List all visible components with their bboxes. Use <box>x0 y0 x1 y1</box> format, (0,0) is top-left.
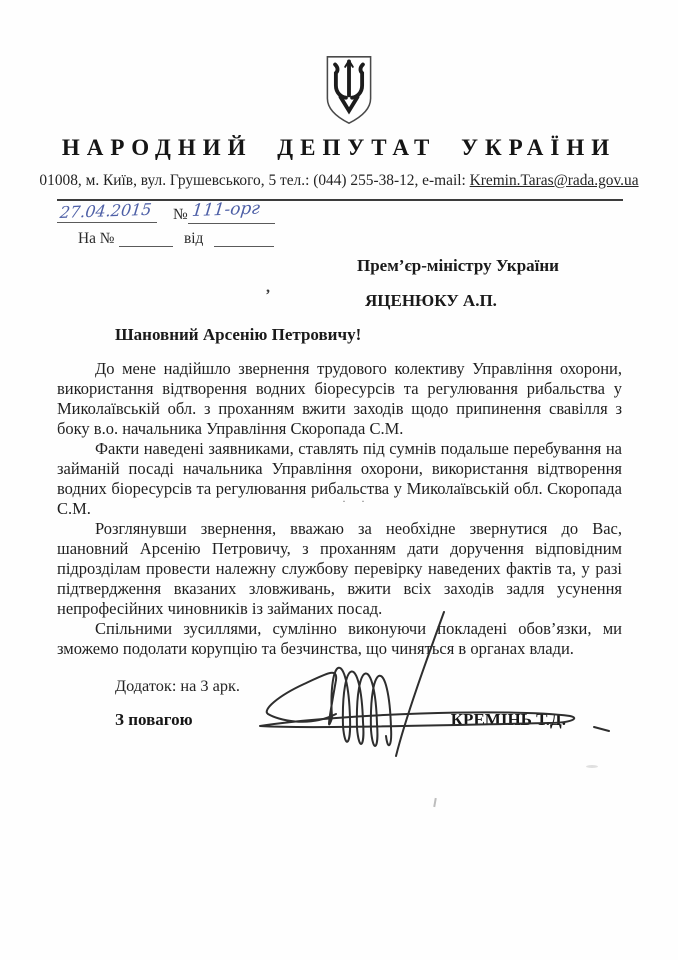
salutation: Шановний Арсенію Петровичу! <box>115 325 362 344</box>
handwritten-date: 27.04.2015 <box>59 199 153 222</box>
reply-from-label: від <box>184 230 204 247</box>
signer-name: КРЕМІНЬ Т.Д. <box>450 710 566 729</box>
addressee-name: ЯЦЕНЮКУ А.П. <box>365 291 497 310</box>
contact-address: 01008, м. Київ, вул. Грушевського, 5 тел.: (044) 255-38-12, e-mail: <box>39 172 470 189</box>
addressee-title: Прем’єр-міністру України <box>357 256 559 275</box>
scan-artifact-dots: · · <box>342 494 371 508</box>
reply-number-label: На № <box>78 230 115 247</box>
trident-icon <box>322 54 376 126</box>
closing-row <box>115 710 566 730</box>
email-address: Kremin.Taras@rada.gov.ua <box>469 172 639 189</box>
handwritten-number: 111-орг <box>191 198 261 221</box>
scan-artifact-smudge <box>586 765 598 768</box>
letter-body <box>57 359 622 659</box>
scan-artifact-comma: , <box>266 279 270 296</box>
regards-text: З повагою <box>115 710 193 729</box>
reply-date-blank-line <box>214 246 274 247</box>
addressee-block <box>357 257 678 310</box>
paragraph-2: Факти наведені заявниками, ставлять під сумнів подальше перебування на займаній посаді начальника Управління охорони, використання відтворення водних біоресурсів та регулювання рибальства у Миколаївській обл. Скоропада С.М. <box>57 439 622 518</box>
ukraine-trident-emblem <box>322 54 376 126</box>
number-label: № <box>173 206 188 223</box>
scan-artifact-speck <box>433 798 437 807</box>
attachment-note: Додаток: на 3 арк. <box>115 676 240 695</box>
paragraph-4: Спільними зусиллями, сумлінно виконуючи покладені обов’язки, ми зможемо подолати корупцію та безчинства, що чиняться в органах влади. <box>57 619 622 658</box>
letterhead-title: НАРОДНИЙ ДЕПУТАТ УКРАЇНИ <box>61 135 617 160</box>
reply-number-blank-line <box>119 246 173 247</box>
reference-block <box>57 198 678 251</box>
contact-line <box>0 171 678 191</box>
number-blank-line <box>188 223 275 224</box>
date-blank-line <box>57 222 157 223</box>
paragraph-3: Розглянувши звернення, вважаю за необхідне звернутися до Вас, шановний Арсенію Петровичу, з проханням дати доручення відповідним підрозділам провести належну службову перевірку наведених фактів та, у разі підтвердження вказаних зловживань, вжити всіх заходів задля усунення непрофесійних чиновників із займаних посад. <box>57 519 622 618</box>
paragraph-1: До мене надійшло звернення трудового колективу Управління охорони, використання відтворення водних біоресурсів та регулювання рибальства у Миколаївській обл. з проханням вжити заходів щодо припинення свавілля з боку в.о. начальника Управління Скоропада С.М. <box>57 359 622 438</box>
